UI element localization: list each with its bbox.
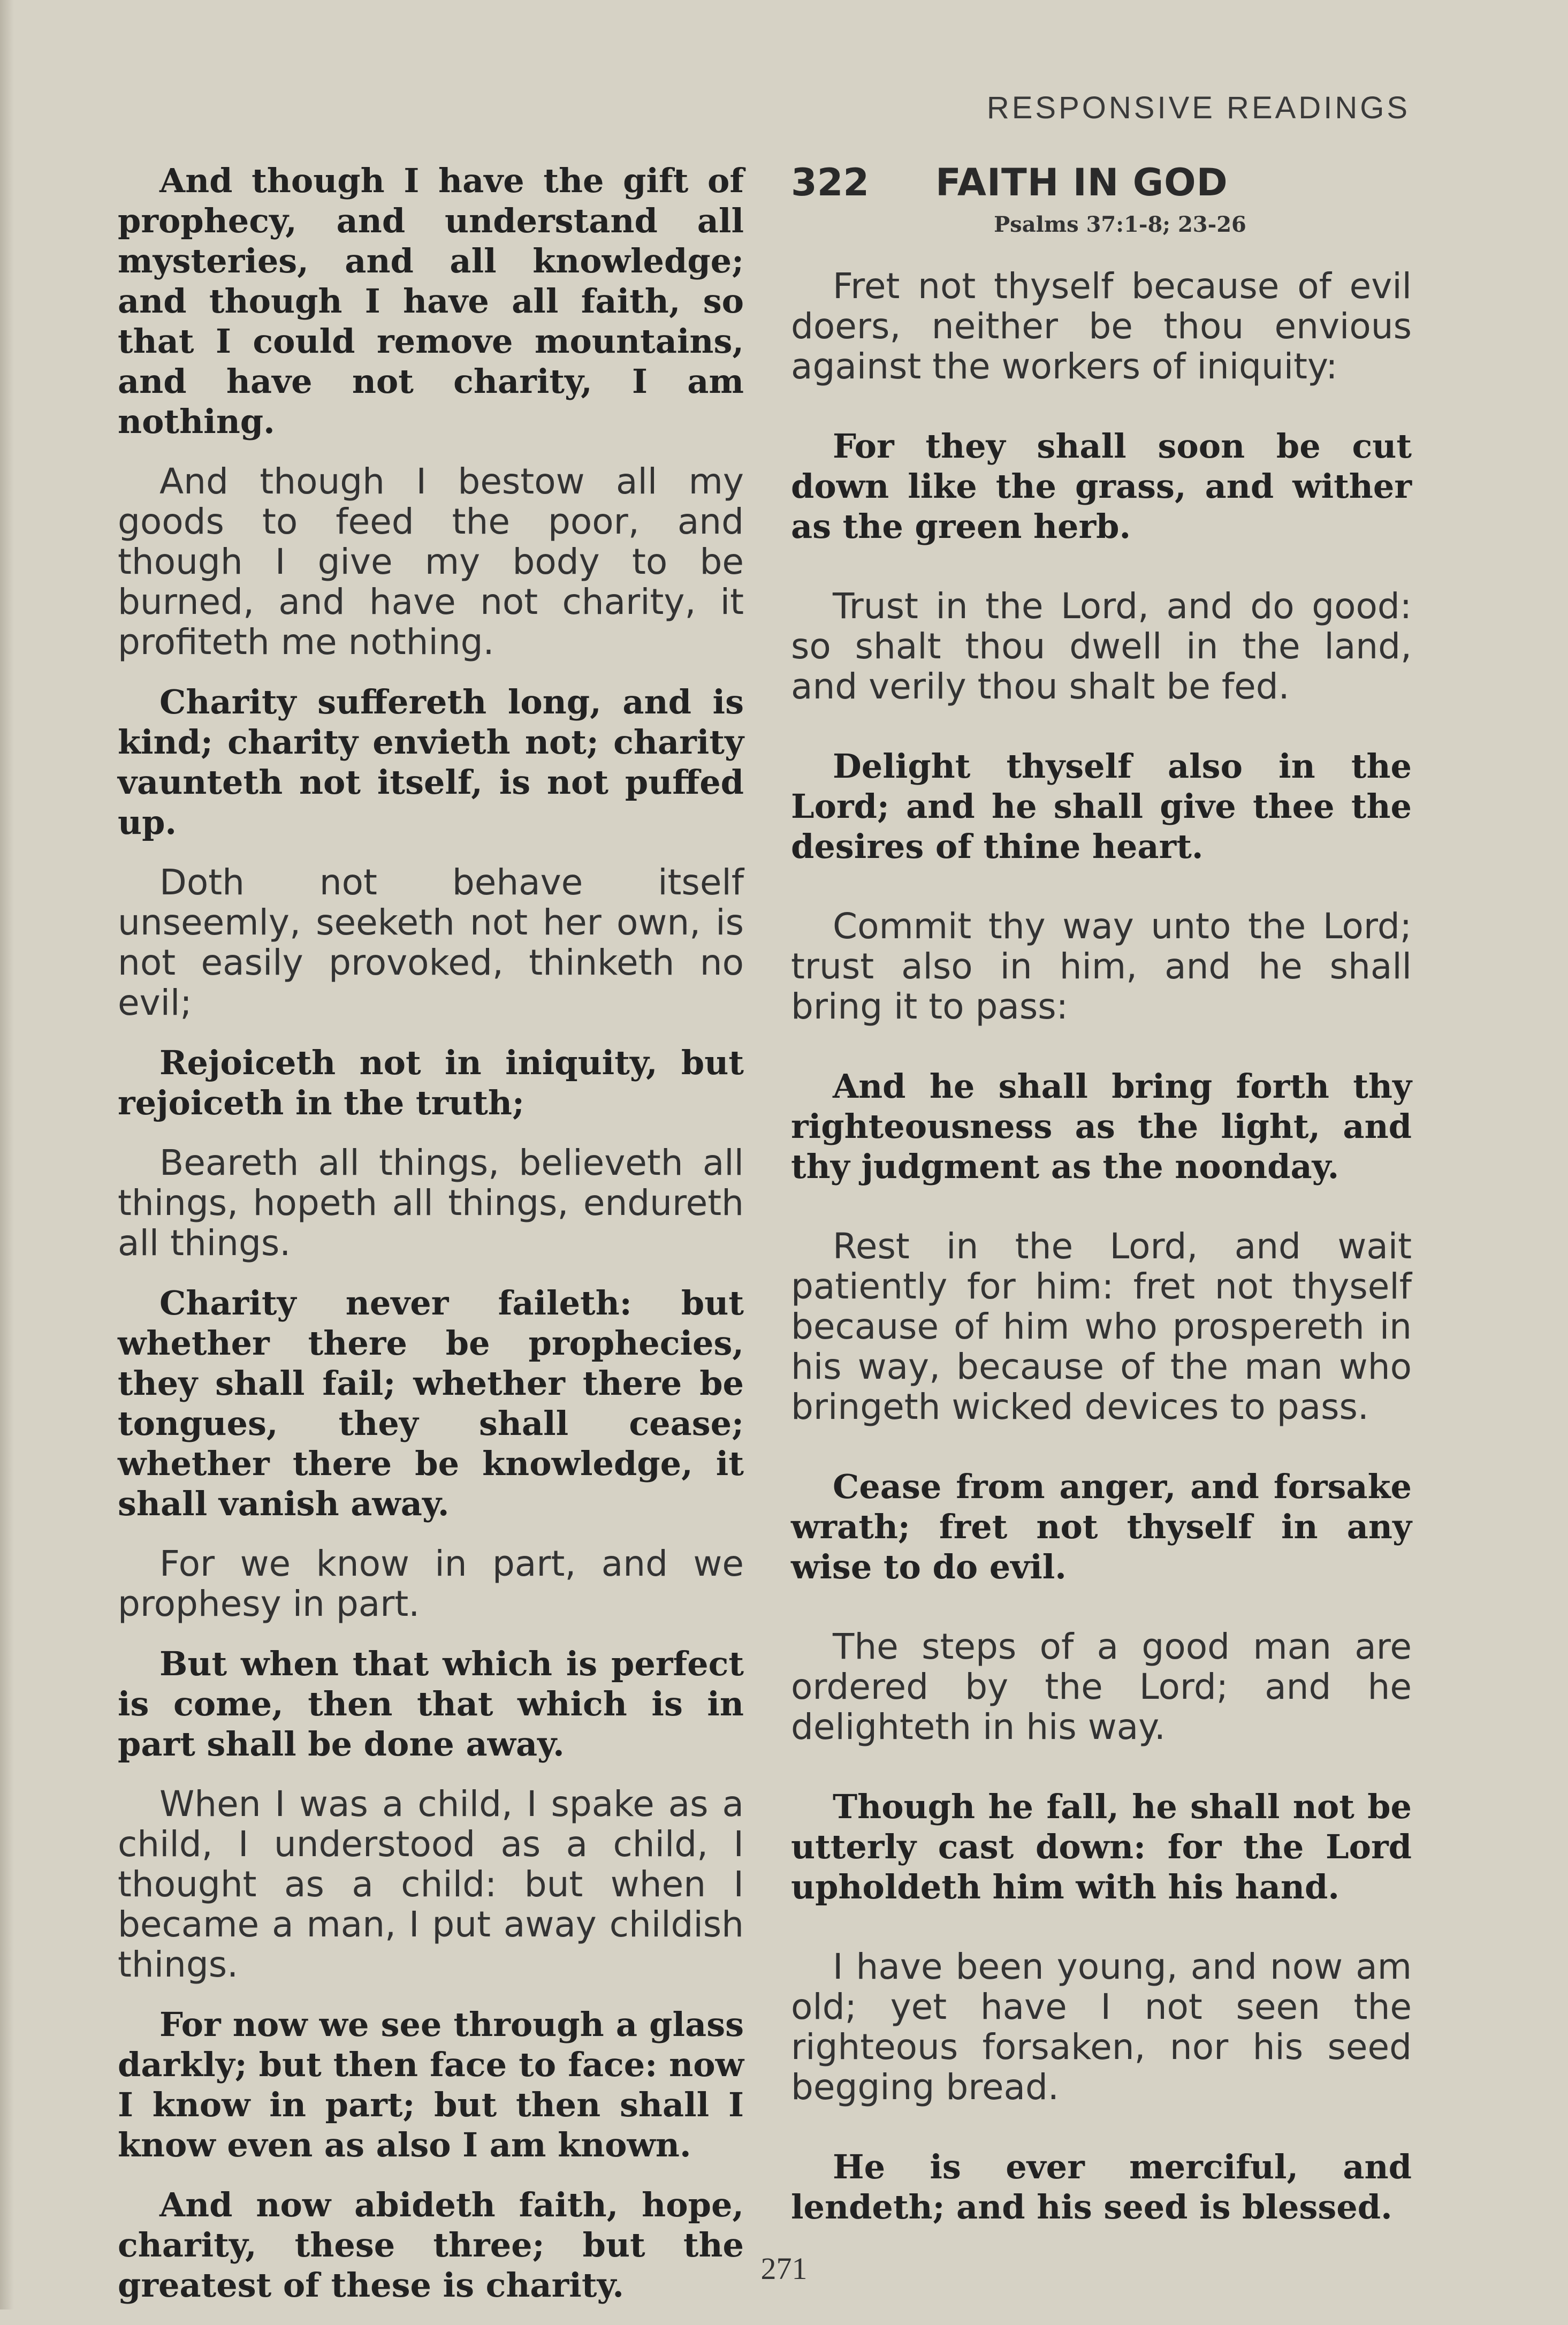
verse-paragraph: For they shall soon be cut down like the grass, and wither as the green herb. (791, 427, 1412, 546)
verse-paragraph: Charity suffereth long, and is kind; charity envieth not; charity vaunteth not itself, is not puffed up. (118, 682, 744, 842)
verse-paragraph: Fret not thyself because of evil doers, neither be thou envious against the workers of iniquity: (791, 265, 1412, 387)
verse-paragraph: Trust in the Lord, and do good: so shalt thou dwell in the land, and verily thou shalt be fed. (791, 586, 1412, 707)
scripture-reference: Psalms 37:1-8; 23-26 (994, 212, 1246, 237)
verse-paragraph: Delight thyself also in the Lord; and he shall give thee the desires of thine heart. (791, 747, 1412, 866)
verse-paragraph: And he shall bring forth thy righteousness as the light, and thy judgment as the noonday. (791, 1067, 1412, 1186)
left-column (118, 161, 744, 2325)
verse-paragraph: Doth not behave itself unseemly, seeketh not her own, is not easily provoked, thinketh no evil; (118, 862, 744, 1023)
verse-paragraph: Rejoiceth not in iniquity, but rejoiceth in the truth; (118, 1043, 744, 1122)
verse-paragraph: Beareth all things, believeth all things, hopeth all things, endureth all things. (118, 1142, 744, 1264)
verse-paragraph: Commit thy way unto the Lord; trust also in him, and he shall bring it to pass: (791, 906, 1412, 1027)
reading-heading (791, 161, 1412, 209)
verse-paragraph: For now we see through a glass darkly; but then face to face: now I know in part; but then shall I know even as also I am known. (118, 2005, 744, 2164)
verse-paragraph: And though I bestow all my goods to feed the poor, and though I give my body to be burned, and have not charity, it profiteth me nothing. (118, 461, 744, 663)
verse-paragraph: And now abideth faith, hope, charity, these three; but the greatest of these is charity. (118, 2185, 744, 2305)
verse-paragraph: When I was a child, I spake as a child, I understood as a child, I thought as a child: but when I became a man, I put away childish things. (118, 1783, 744, 1985)
page-number: 271 (760, 2251, 808, 2286)
verse-paragraph: Rest in the Lord, and wait patiently for him: fret not thyself because of him who prospereth in his way, because of the man who bringeth wicked devices to pass. (791, 1226, 1412, 1427)
verse-paragraph: Though he fall, he shall not be utterly cast down: for the Lord upholdeth him with his hand. (791, 1787, 1412, 1906)
reading-number: 322 (791, 161, 870, 204)
verse-paragraph: Cease from anger, and forsake wrath; fret not thyself in any wise to do evil. (791, 1467, 1412, 1586)
right-column (791, 161, 1412, 2267)
running-header: RESPONSIVE READINGS (986, 90, 1410, 125)
reading-title: FAITH IN GOD (935, 161, 1228, 204)
verse-paragraph: But when that which is perfect is come, then that which is in part shall be done away. (118, 1644, 744, 1764)
verse-paragraph: I have been young, and now am old; yet have I not seen the righteous forsaken, nor his seed begging bread. (791, 1946, 1412, 2108)
verse-paragraph: For we know in part, and we prophesy in part. (118, 1543, 744, 1624)
verse-paragraph: Charity never faileth: but whether there be prophecies, they shall fail; whether there be tongues, they shall cease; whether there be knowledge, it shall vanish away. (118, 1283, 744, 1523)
page-binding-edge (0, 0, 14, 2309)
verse-paragraph: He is ever merciful, and lendeth; and his seed is blessed. (791, 2147, 1412, 2227)
verse-paragraph: And though I have the gift of prophecy, and understand all mysteries, and all knowledge; and though I have all faith, so that I could remove mountains, and have not charity, I am nothing. (118, 161, 744, 441)
verse-paragraph: The steps of a good man are ordered by the Lord; and he delighteth in his way. (791, 1626, 1412, 1747)
